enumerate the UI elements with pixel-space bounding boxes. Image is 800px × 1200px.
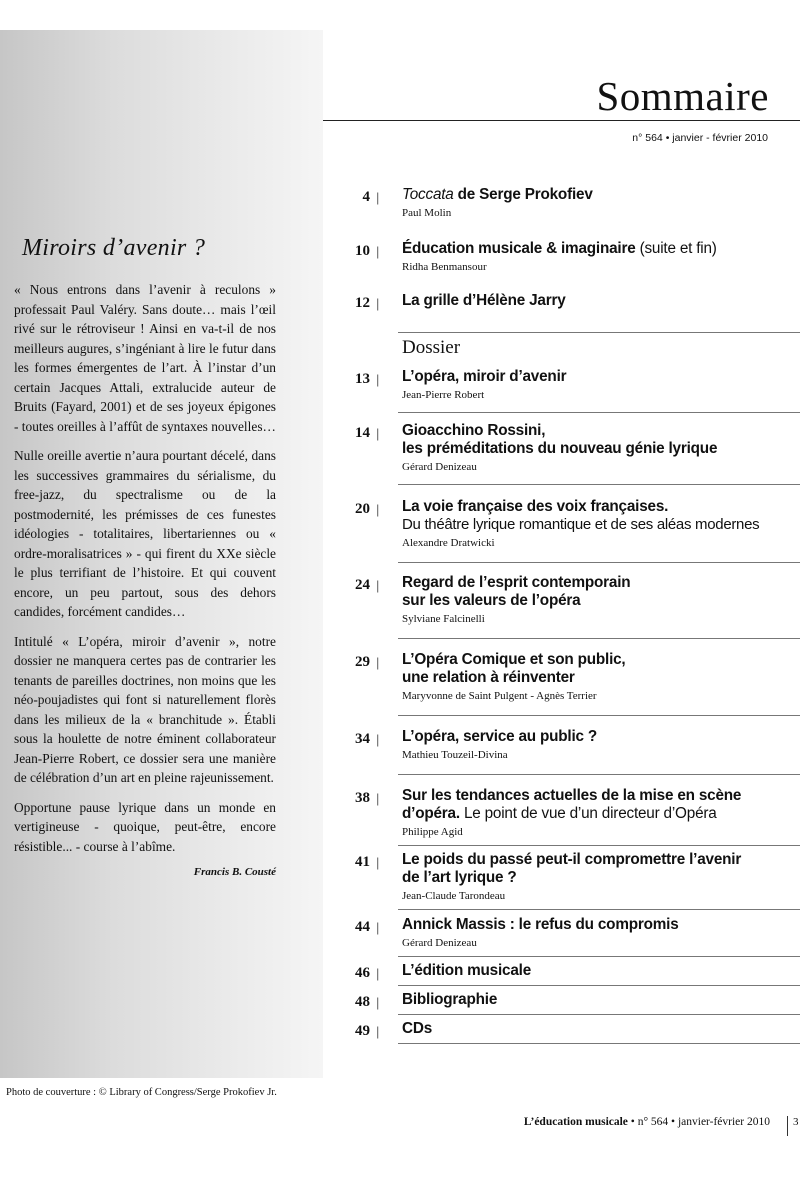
issue-info: n° 564 • janvier - février 2010 bbox=[632, 132, 768, 144]
toc-entry[interactable]: 14 | Gioacchino Rossini, les préméditations du nouveau génie lyrique Gérard Denizeau bbox=[340, 422, 800, 474]
toc-entry[interactable]: 49 | CDs bbox=[340, 1020, 800, 1038]
toc-entry-author: Gérard Denizeau bbox=[402, 937, 477, 949]
editorial-paragraph: Intitulé « L’opéra, miroir d’avenir », notre dossier ne manquera certes pas de contrarier les tenants de pareilles doctrines, non moins que les néo-poujadistes qui font si naturellement florès dans les milieux de la « branchitude ». Établi sous la houlette de notre éminent collaborateur Jean-Pierre Robert, ce dossier sera une manière de célébration d’un art en pleine rajeunissement. bbox=[14, 633, 276, 785]
toc-entry[interactable]: 38 | Sur les tendances actuelles de la mise en scène d’opéra. Le point de vue d’un directeur d’Opéra Philippe Agid bbox=[340, 787, 800, 839]
toc-entry-title: CDs bbox=[402, 1020, 433, 1037]
toc-page-number: 20 bbox=[355, 501, 370, 517]
toc-entry[interactable]: 10 | Éducation musicale & imaginaire (suite et fin) Ridha Benmansour bbox=[340, 240, 800, 274]
toc-entry-title: L’Opéra Comique et son public, bbox=[402, 651, 626, 668]
toc-entry-title: Toccata de Serge Prokofiev bbox=[402, 186, 593, 203]
toc-entry-title: Annick Massis : le refus du compromis bbox=[402, 916, 679, 933]
toc-entry[interactable]: 44 | Annick Massis : le refus du compromis Gérard Denizeau bbox=[340, 916, 800, 950]
toc-entry-title: Le poids du passé peut-il compromettre l’avenir bbox=[402, 851, 742, 868]
toc-entry-title: Regard de l’esprit contemporain bbox=[402, 574, 631, 591]
toc-entry-title: Bibliographie bbox=[402, 991, 498, 1008]
dossier-heading: Dossier bbox=[402, 337, 461, 358]
toc-entry[interactable]: 41 | Le poids du passé peut-il compromettre l’avenir de l’art lyrique ? Jean-Claude Tarondeau bbox=[340, 851, 800, 903]
toc-entry[interactable]: 4 | Toccata de Serge Prokofiev Paul Molin bbox=[340, 186, 800, 220]
toc-entry-title: L’opéra, service au public ? bbox=[402, 728, 598, 745]
toc-entry[interactable]: 24 | Regard de l’esprit contemporain sur les valeurs de l’opéra Sylviane Falcinelli bbox=[340, 574, 800, 626]
editorial-paragraph: « Nous entrons dans l’avenir à reculons » professait Paul Valéry. Sans doute… mais l’œil rivé sur le rétroviseur ! Ainsi en va-t-il de nos meilleurs augures, s’ingéniant à lire le futur dans les formes émergentes de l’art. À l’instar d’un certain Jacques Attali, extralucide auteur de Bruits (Fayard, 2001) et de ses joyeux épigones - toutes oreilles à l’affût de syntaxes nouvelles… bbox=[14, 282, 276, 434]
toc-page-number: 14 bbox=[355, 425, 370, 441]
toc-entry[interactable]: 12 | La grille d’Hélène Jarry bbox=[340, 292, 800, 310]
toc-entry[interactable]: 20 | La voie française des voix françaises. Du théâtre lyrique romantique et de ses aléas modernes Alexandre Dratwicki bbox=[340, 498, 800, 550]
page-number: 3 bbox=[793, 1116, 799, 1128]
toc-entry-author: Paul Molin bbox=[402, 207, 452, 219]
toc-entry-title: Éducation musicale & imaginaire (suite et fin) bbox=[402, 240, 717, 257]
toc-entry-author: Jean-Pierre Robert bbox=[402, 389, 485, 401]
toc-page-number: 44 bbox=[355, 919, 370, 935]
toc-entry[interactable]: 46 | L’édition musicale bbox=[340, 962, 800, 980]
toc-entry-author: Jean-Claude Tarondeau bbox=[402, 890, 506, 902]
editorial-paragraph: Nulle oreille avertie n’aura pourtant décelé, dans les successives grammaires du sérialisme, du free-jazz, du spectralisme ou de la postmodernité, les prémisses de ces funestes idéologies - totalitaires, libertariennes ou « ordre-moralisatrices » - qui firent du XXe siècle le plus terrifiant de l’histoire. Et qui couvent encore, un peu partout, sous des dehors candides, forcément candides… bbox=[14, 448, 276, 619]
toc-entry-author: Maryvonne de Saint Pulgent - Agnès Terrier bbox=[402, 690, 597, 702]
toc-entry-author: Alexandre Dratwicki bbox=[402, 537, 495, 549]
toc-entry-title-line2: d’opéra. Le point de vue d’un directeur d’Opéra bbox=[402, 805, 717, 822]
toc-entry-author: Philippe Agid bbox=[402, 826, 463, 838]
divider bbox=[398, 332, 800, 333]
toc-entry[interactable]: 13 | L’opéra, miroir d’avenir Jean-Pierre Robert bbox=[340, 368, 800, 402]
toc-entry-title: L’opéra, miroir d’avenir bbox=[402, 368, 567, 385]
toc-page-number: 29 bbox=[355, 654, 370, 670]
toc-entry[interactable]: 29 | L’Opéra Comique et son public, une relation à réinventer Maryvonne de Saint Pulgent - Agnès Terrier bbox=[340, 651, 800, 703]
editorial-title: Miroirs d’avenir ? bbox=[22, 235, 206, 261]
toc-entry[interactable]: 34 | L’opéra, service au public ? Mathieu Touzeil-Divina bbox=[340, 728, 800, 762]
toc-entry-author: Gérard Denizeau bbox=[402, 461, 477, 473]
toc-page-number: 41 bbox=[355, 854, 370, 870]
toc-entry-title-line2: sur les valeurs de l’opéra bbox=[402, 592, 581, 609]
toc-page-number: 4 bbox=[362, 189, 370, 205]
toc-page-number: 48 bbox=[355, 994, 370, 1010]
toc-entry[interactable]: 48 | Bibliographie bbox=[340, 991, 800, 1009]
title-rule bbox=[323, 120, 800, 121]
toc-entry-author: Mathieu Touzeil-Divina bbox=[402, 749, 508, 761]
toc-page-number: 49 bbox=[355, 1023, 370, 1039]
toc-page-number: 12 bbox=[355, 295, 370, 311]
table-of-contents bbox=[340, 186, 800, 1044]
toc-entry-author: Ridha Benmansour bbox=[402, 261, 487, 273]
toc-entry-title: Gioacchino Rossini, bbox=[402, 422, 546, 439]
divider bbox=[398, 1043, 800, 1044]
toc-page-number: 34 bbox=[355, 731, 370, 747]
toc-page-number: 38 bbox=[355, 790, 370, 806]
cover-photo-credit: Photo de couverture : © Library of Congress/Serge Prokofiev Jr. bbox=[6, 1087, 277, 1098]
toc-entry-title: La voie française des voix françaises. bbox=[402, 498, 669, 515]
toc-entry-title-line2: les préméditations du nouveau génie lyrique bbox=[402, 440, 718, 457]
toc-page-number: 24 bbox=[355, 577, 370, 593]
toc-page-number: 13 bbox=[355, 371, 370, 387]
page-title: Sommaire bbox=[596, 73, 769, 119]
toc-page-number: 46 bbox=[355, 965, 370, 981]
toc-entry-author: Sylviane Falcinelli bbox=[402, 613, 485, 625]
editorial-signature: Francis B. Cousté bbox=[193, 866, 276, 878]
toc-entry-title: Sur les tendances actuelles de la mise en scène bbox=[402, 787, 742, 804]
toc-entry-title-line2: de l’art lyrique ? bbox=[402, 869, 517, 886]
page-footer: L’éducation musicale • n° 564 • janvier-février 2010 bbox=[523, 1116, 770, 1128]
toc-entry-title: L’édition musicale bbox=[402, 962, 532, 979]
toc-entry-title-line2: une relation à réinventer bbox=[402, 669, 575, 686]
toc-entry-subtitle: Du théâtre lyrique romantique et de ses aléas modernes bbox=[402, 516, 760, 533]
editorial-paragraph: Opportune pause lyrique dans un monde en vertigineuse - quoique, peut-être, encore résistible... - course à l’abîme. bbox=[14, 799, 276, 854]
toc-page-number: 10 bbox=[355, 243, 370, 259]
footer-divider bbox=[787, 1116, 788, 1136]
editorial bbox=[14, 235, 276, 878]
toc-entry-title: La grille d’Hélène Jarry bbox=[402, 292, 566, 309]
